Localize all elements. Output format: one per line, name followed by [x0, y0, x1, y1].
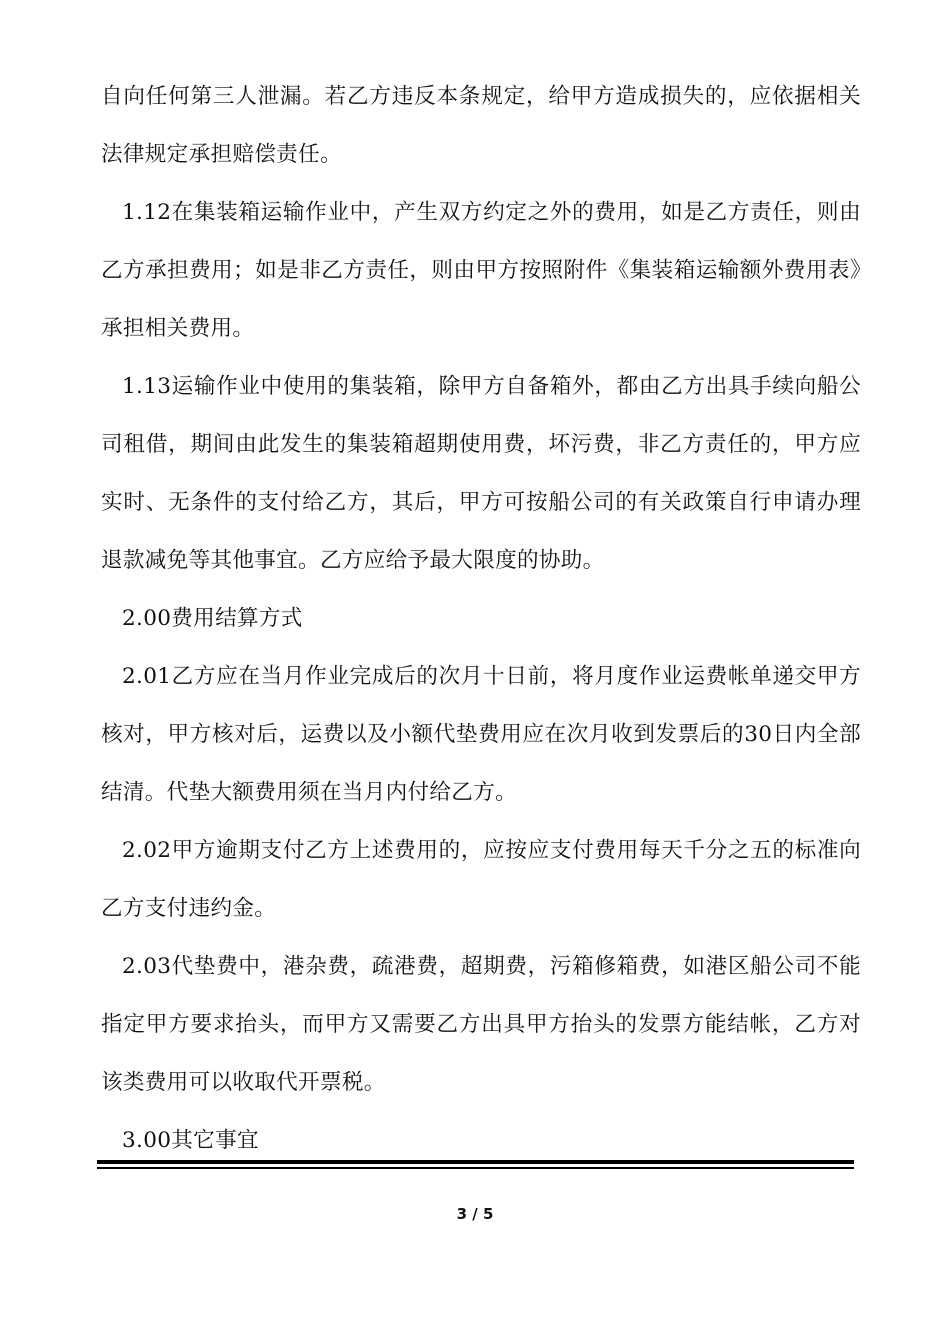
paragraph-2-01: 2.01乙方应在当月作业完成后的次月十日前，将月度作业运费帐单递交甲方核对，甲方核对后，运费以及小额代垫费用应在次月收到发票后的30日内全部结清。代垫大额费用须在当月内付给乙方。 — [101, 664, 861, 805]
footer-divider-thick — [97, 1160, 854, 1164]
paragraph-1-13: 1.13运输作业中使用的集装箱，除甲方自备箱外，都由乙方出具手续向船公司租借，期间由此发生的集装箱超期使用费，坏污费，非乙方责任的，甲方应实时、无条件的支付给乙方，其后，甲方可按船公司的有关政策自行申请办理退款减免等其他事宜。乙方应给予最大限度的协助。 — [101, 374, 861, 573]
section-heading-3-00: 3.00其它事宜 — [122, 1128, 259, 1153]
footer-divider-thin — [97, 1167, 854, 1169]
section-heading-2-00: 2.00费用结算方式 — [122, 606, 303, 631]
document-body — [101, 68, 861, 1170]
paragraph-2-03: 2.03代垫费中，港杂费，疏港费，超期费，污箱修箱费，如港区船公司不能指定甲方要求抬头，而甲方又需要乙方出具甲方抬头的发票方能结帐，乙方对该类费用可以收取代开票税。 — [101, 954, 861, 1095]
page-number: 3 / 5 — [456, 1205, 494, 1223]
paragraph-2-02: 2.02甲方逾期支付乙方上述费用的，应按应支付费用每天千分之五的标准向乙方支付违约金。 — [101, 838, 861, 921]
paragraph-1-12: 1.12在集装箱运输作业中，产生双方约定之外的费用，如是乙方责任，则由乙方承担费用；如是非乙方责任，则由甲方按照附件《集装箱运输额外费用表》承担相关费用。 — [101, 200, 861, 341]
paragraph-confidentiality-end: 自向任何第三人泄漏。若乙方违反本条规定，给甲方造成损失的，应依据相关法律规定承担赔偿责任。 — [101, 84, 861, 167]
